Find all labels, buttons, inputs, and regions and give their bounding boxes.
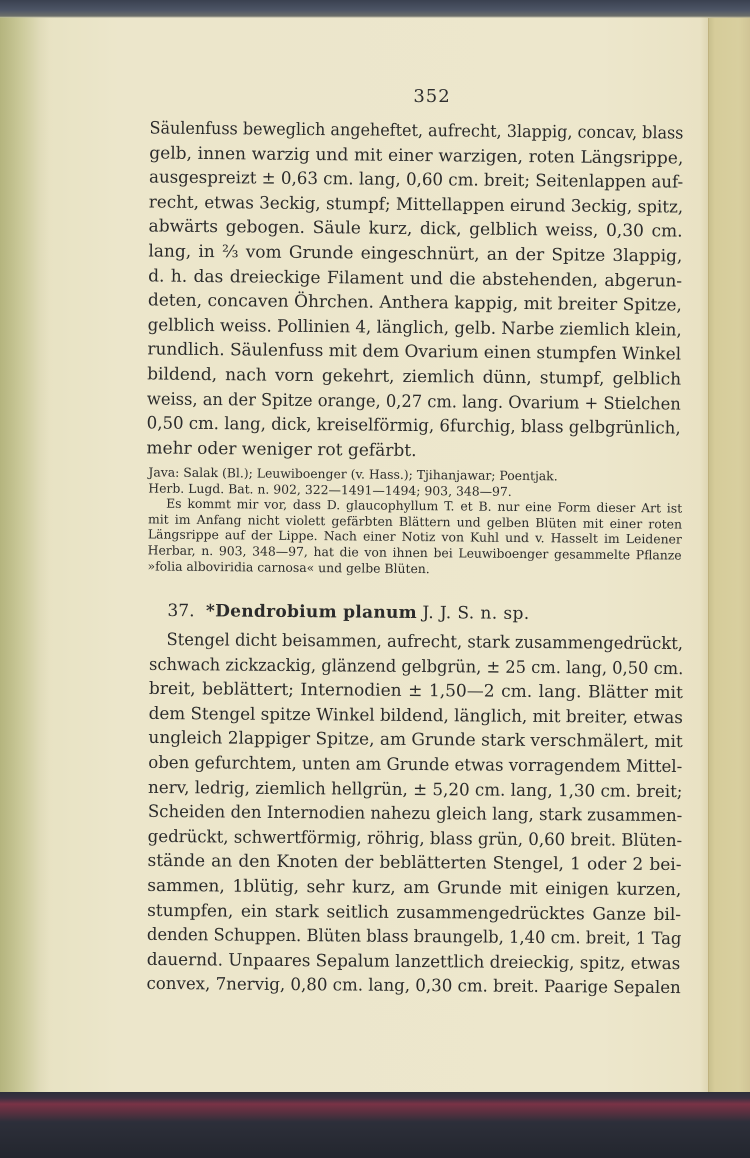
book-top-edge (0, 0, 750, 18)
species-section (146, 598, 683, 1001)
text-line: Säulenfuss beweglich angeheftet, aufrecht, 3lappig, concav, blass (149, 118, 684, 144)
text-line: d. h. das dreieckige Filament und die abstehenden, abgerun- (148, 266, 683, 292)
page-edges-right (708, 18, 750, 1092)
species-number: 37. (167, 601, 195, 622)
text-line: sammen, 1blütig, sehr kurz, am Grunde mit einigen kurzen, (147, 876, 682, 901)
text-line: abwärts gebogen. Säule kurz, dick, gelblich weiss, 0,30 cm. (148, 216, 683, 242)
text-line: gedrückt, schwertförmig, röhrig, blass grün, 0,60 breit. Blüten- (147, 827, 683, 852)
text-line: dauernd. Unpaares Sepalum lanzettlich dreieckig, spitz, etwas (146, 950, 681, 975)
text-line: gelb, innen warzig und mit einer warzigen, roten Längsrippe, (149, 143, 684, 169)
note-line: »folia alboviridia carnosa« und gelbe Blüten. (147, 558, 430, 577)
text-line: breit, beblättert; Internodien ± 1,50—2 cm. lang. Blätter mit (148, 679, 683, 704)
text-line: ausgespreizt ± 0,63 cm. lang, 0,60 cm. breit; Seitenlappen auf- (148, 167, 684, 193)
text-line: gelblich weiss. Pollinien 4, länglich, gelb. Narbe ziemlich klein, (147, 315, 682, 341)
text-line: oben gefurchtem, unten am Grunde etwas vorragendem Mittel- (148, 753, 683, 778)
note-line: Herbar, n. 903, 348—97, hat die von ihnen bei Leuwiboenger gesammelte Pflanze (147, 542, 682, 563)
text-line: deten, concaven Öhrchen. Anthera kappig, mit breiter Spitze, (147, 290, 682, 316)
text-line: ungleich 2lappiger Spitze, am Grunde stark verschmälert, mit (148, 728, 683, 753)
text-line: bildend, nach vorn gekehrt, ziemlich dünn, stumpf, gelblich (147, 364, 682, 390)
species-name: *Dendrobium planum (205, 601, 418, 624)
locality-line: Java: Salak (Bl.); Leuwiboenger (v. Hass.); Tjihanjawar; Poentjak. (148, 464, 558, 484)
note-line: Es kommt mir vor, dass D. glaucophyllum T. et B. nur eine Form dieser Art ist (166, 496, 683, 517)
species-heading (149, 598, 683, 628)
text-line: convex, 7nervig, 0,80 cm. lang, 0,30 cm. breit. Paarige Sepalen (146, 974, 681, 999)
note-line: mit im Anfang nicht violett gefärbten Blättern und gelben Blüten mit einer roten (147, 511, 683, 532)
text-line: mehr oder weniger rot gefärbt. (146, 438, 417, 461)
text-line: lang, in ⅔ vom Grunde eingeschnürt, an der Spitze 3lappig, (148, 241, 683, 267)
text-line: stumpfen, ein stark seitlich zusammengedrücktes Ganze bil- (147, 900, 682, 926)
note-line: Längsrippe auf der Lippe. Nach einer Notiz von Kuhl und v. Hasselt im Leidener (147, 527, 682, 548)
page-content (148, 86, 682, 999)
book-bottom-edge (0, 1092, 750, 1158)
species-authority: J. J. S. n. sp. (422, 603, 530, 625)
text-line: nerv, ledrig, ziemlich hellgrün, ± 5,20 cm. lang, 1,30 cm. breit; (148, 777, 683, 803)
text-line: denden Schuppen. Blüten blass braungelb, 1,40 cm. breit, 1 Tag (146, 925, 682, 950)
text-line: Scheiden den Internodien nahezu gleich lang, stark zusammen- (147, 802, 683, 827)
text-line: Stengel dicht beisammen, aufrecht, stark zusammengedrückt, (166, 630, 684, 655)
text-line: rundlich. Säulenfuss mit dem Ovarium einen stumpfen Winkel (147, 339, 682, 365)
text-line: schwach zickzackig, glänzend gelbgrün, ± 25 cm. lang, 0,50 cm. (148, 654, 684, 680)
text-line: recht, etwas 3eckig, stumpf; Mittellappen eirund 3eckig, spitz, (148, 192, 684, 218)
text-line: dem Stengel spitze Winkel bildend, länglich, mit breiter, etwas (148, 704, 683, 729)
text-line: 0,50 cm. lang, dick, kreiselförmig, 6furchig, blass gelbgrünlich, (146, 413, 681, 439)
small-print-notes (147, 465, 682, 579)
description-paragraph (146, 116, 683, 465)
binding-shadow (0, 18, 50, 1092)
herbarium-line: Herb. Lugd. Bat. n. 902, 322—1491—1494; 903, 348—97. (148, 480, 512, 499)
page-number: 352 (413, 86, 451, 107)
text-line: weiss, an der Spitze orange, 0,27 cm. lang. Ovarium + Stielchen (146, 388, 681, 415)
text-line: stände an den Knoten der beblätterten Stengel, 1 oder 2 bei- (147, 851, 682, 876)
